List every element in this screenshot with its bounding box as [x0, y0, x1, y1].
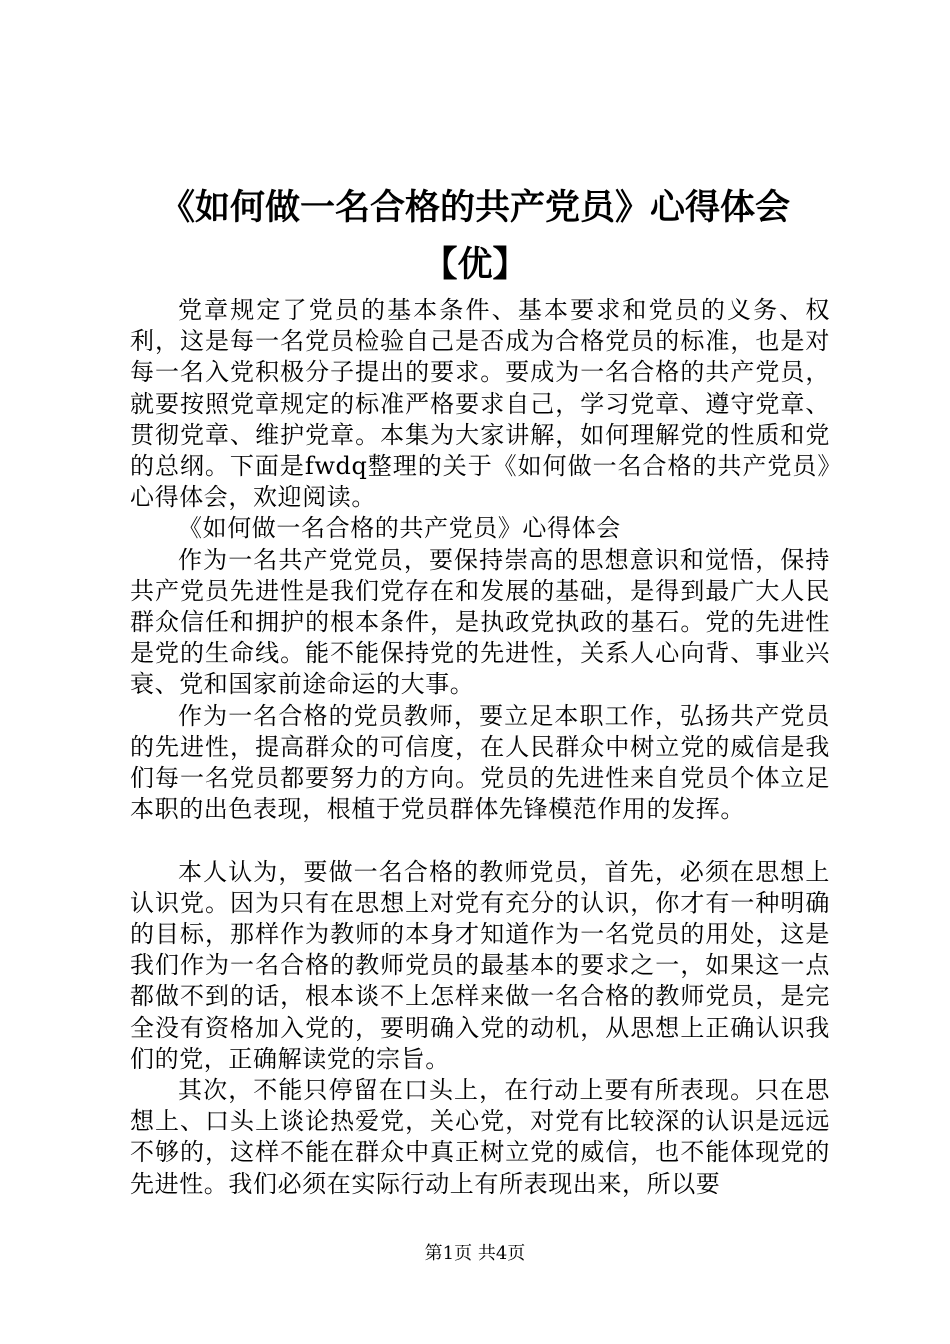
body-paragraph: 作为一名合格的党员教师，要立足本职工作，弘扬共产党员的先进性，提高群众的可信度，在人民群众中树立党的威信是我们每一名党员都要努力的方向。党员的先进性来自党员个体立足本职的出色表现，根植于党员群体先锋模范作用的发挥。 [130, 701, 830, 824]
body-paragraph: 本人认为，要做一名合格的教师党员，首先，必须在思想上认识党。因为只有在思想上对党有充分的认识，你才有一种明确的目标，那样作为教师的本身才知道作为一名党员的用处，这是我们作为一名合格的教师党员的最基本的要求之一，如果这一点都做不到的话，根本谈不上怎样来做一名合格的教师党员，是完全没有资格加入党的，要明确入党的动机，从思想上正确认识我们的党，正确解读党的宗旨。 [130, 857, 830, 1073]
intro-paragraph: 党章规定了党员的基本条件、基本要求和党员的义务、权利，这是每一名党员检验自己是否成为合格党员的标准，也是对每一名入党积极分子提出的要求。要成为一名合格的共产党员，就要按照党章规定的标准严格要求自己，学习党章、遵守党章、贯彻党章、维护党章。本集为大家讲解，如何理解党的性质和党的总纲。下面是fwdq整理的关于《如何做一名合格的共产党员》心得体会，欢迎阅读。 [130, 296, 830, 512]
page-number-footer: 第1页 共4页 [424, 1243, 526, 1264]
document-title-suffix: 【优】 [422, 245, 528, 285]
document-title: 《如何做一名合格的共产党员》心得体会 [159, 188, 790, 228]
paragraph-spacer [130, 825, 830, 856]
document-body [130, 295, 830, 1200]
body-paragraph: 其次，不能只停留在口头上，在行动上要有所表现。只在思想上、口头上谈论热爱党，关心党，对党有比较深的认识是远远不够的，这样不能在群众中真正树立党的威信，也不能体现党的先进性。我们必须在实际行动上有所表现出来，所以要 [130, 1076, 830, 1198]
section-heading: 《如何做一名合格的共产党员》心得体会 [178, 514, 621, 543]
body-paragraph: 作为一名共产党党员，要保持崇高的思想意识和觉悟，保持共产党员先进性是我们党存在和发展的基础，是得到最广大人民群众信任和拥护的根本条件，是执政党执政的基石。党的先进性是党的生命线。能不能保持党的先进性，关系人心向背、事业兴衰、党和国家前途命运的大事。 [130, 545, 830, 699]
